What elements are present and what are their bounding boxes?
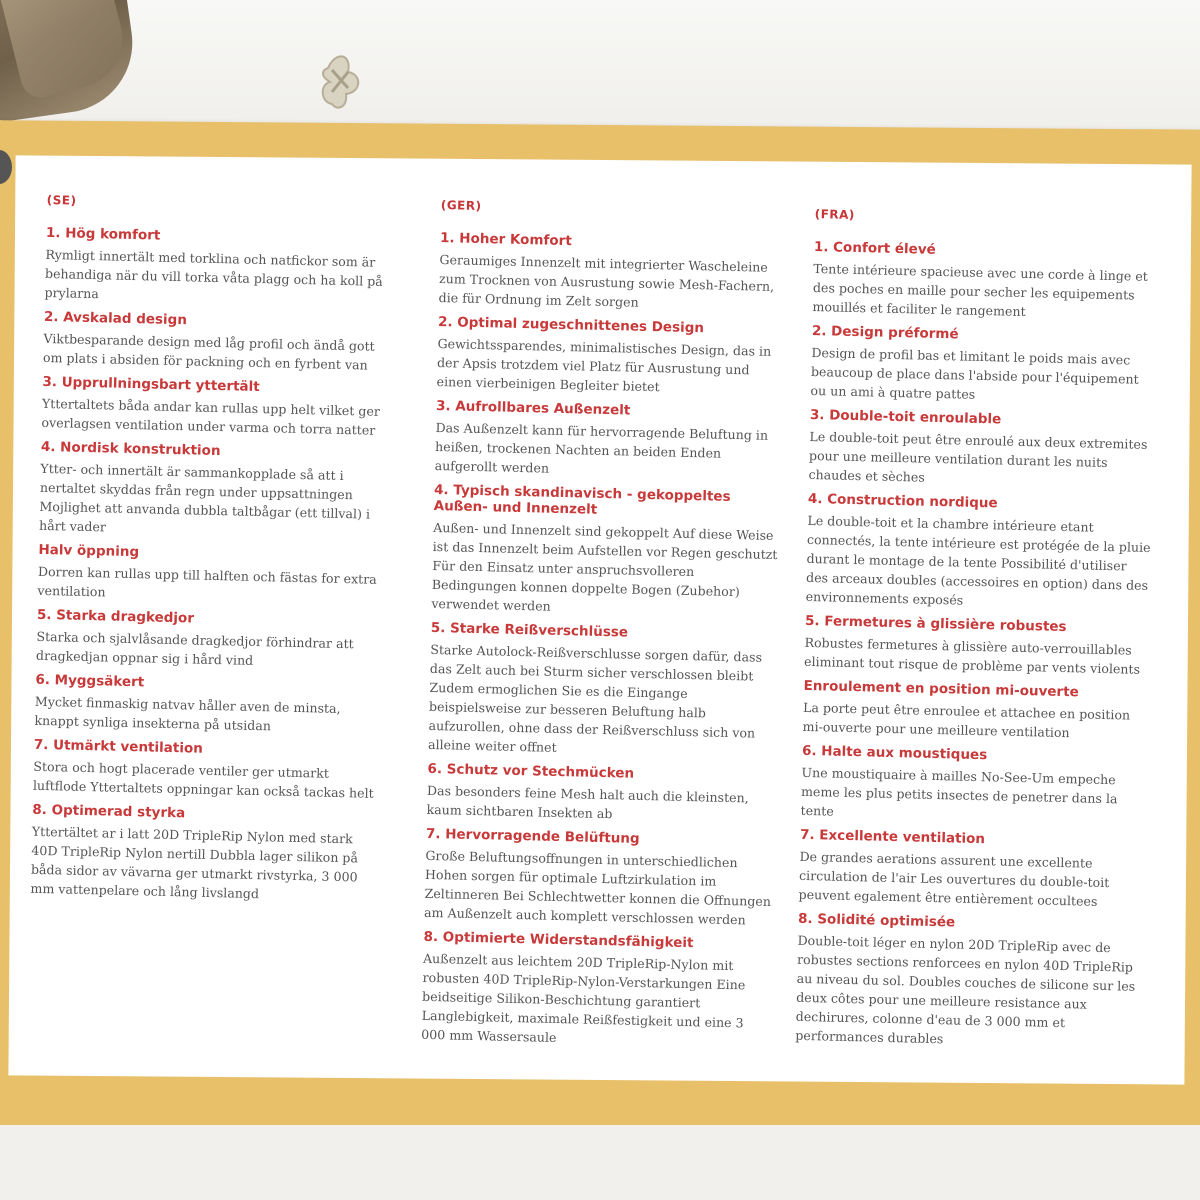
feature-section bbox=[438, 230, 790, 315]
feature-section bbox=[802, 678, 1149, 744]
feature-title: 1. Hoher Komfort bbox=[439, 230, 572, 250]
feature-section bbox=[30, 802, 382, 906]
background-bottom bbox=[0, 1125, 1200, 1200]
feature-title: Enroulement en position mi-ouverte bbox=[803, 677, 1079, 701]
feature-section bbox=[33, 737, 384, 803]
feature-title: 4. Construction nordique bbox=[807, 490, 998, 512]
feature-section bbox=[36, 607, 387, 673]
column-french bbox=[795, 207, 1161, 1053]
feature-section bbox=[37, 542, 388, 608]
feature-body: De grandes aerations assurent une excellente circulation de l'air Les ouvertures du double-toit peuvent egalement être entièrement occultees bbox=[798, 848, 1110, 909]
feature-body: Double-toit léger en nylon 20D TripleRip avec de robustes sections renforcees en nylon 40D TripleRip au niveau du sol. Doubles couches de silicone sur les deux côtes pour une meilleure resistance aux dechirures, colonne d'eau de 3 000 mm et performances durables bbox=[795, 932, 1136, 1047]
feature-body: Une moustiquaire à mailles No-See-Um empeche meme les plus petits insectes de penetrer dans la tente bbox=[800, 764, 1118, 819]
feature-section bbox=[800, 743, 1148, 828]
feature-body: Außenzelt aus leichtem 20D TripleRip-Nylon mit robusten 40D TripleRip-Nylon-Verstarkungen Eine beidseitige Silikon-Beschichtung garantiert Langlebigkeit, maximale Reißfestigkeit und eine 3 000 mm Wassersaule bbox=[421, 950, 746, 1045]
feature-section bbox=[804, 613, 1151, 679]
feature-title: 1. Hög komfort bbox=[45, 224, 161, 244]
column-swedish bbox=[30, 193, 397, 906]
feature-section bbox=[39, 439, 391, 543]
feature-title: 2. Design préformé bbox=[811, 322, 959, 343]
feature-title: 5. Starke Reißverschlüsse bbox=[430, 619, 629, 641]
feature-body: Das Außenzelt kann für hervorragende Beluftung in heißen, trockenen Nachten an beiden Enden aufgerollt werden bbox=[434, 419, 769, 476]
feature-body: Gewichtssparendes, minimalistisches Design, das in der Apsis trotzdem viel Platz für Ausrustung und einen vierbeinigen Begleiter bietet bbox=[436, 336, 772, 395]
feature-section bbox=[428, 620, 781, 762]
feature-body: Starke Autolock-Reißverschlusse sorgen dafür, dass das Zelt auch bei Sturm sicher verschlossen bleibt Zudem ermoglichen Sie es die Eingange beispielsweise zur besseren Beluftung halb aufzurollen, ohne dass der Reißverschluss sich von alleine weiter offnet bbox=[427, 641, 763, 755]
feature-body: Große Beluftungsoffnungen in unterschiedlichen Hohen sorgen für optimale Luftzirkulation im Zeltinneren Bei Schlechtwetter konnen die Offnungen am Außenzelt auch komplett verschlossen werden bbox=[423, 847, 772, 928]
feature-body: Außen- und Innenzelt sind gekoppelt Auf diese Weise ist das Innenzelt beim Aufstellen vor Regen geschutzt Für den Einsatz unter anspruchsvolleren Bedingungen konnen doppelte Bogen (Zubehor) verwendet werden bbox=[431, 519, 778, 614]
feature-title: 8. Solidité optimisée bbox=[797, 910, 956, 931]
feature-body: La porte peut être enroulee et attachee en position mi-ouverte pour une meilleure ventilation bbox=[802, 699, 1131, 741]
feature-title: 2. Optimal zugeschnittenes Design bbox=[437, 314, 705, 337]
feature-title: 5. Starka dragkedjor bbox=[36, 606, 195, 627]
feature-title: 7. Utmärkt ventilation bbox=[33, 736, 204, 757]
feature-title: 7. Hervorragende Belüftung bbox=[425, 825, 640, 847]
feature-body: Ytter- och innertält är sammankopplade så att i nertaltet skyddas från regn under uppsattningen Mojlighet att anvanda dubbla taltbågar (ett tillval) i hårt vader bbox=[38, 460, 371, 535]
feature-body: Rymligt innertält med torklina och natfickor som är behandiga när du vill torka våta plagg och ha koll på prylarna bbox=[44, 246, 383, 302]
feature-section bbox=[43, 309, 394, 375]
feature-section bbox=[798, 827, 1146, 912]
feature-body: Viktbesparande design med låg profil och ändå gott om plats i absiden för packning och en fyrbent van bbox=[42, 330, 375, 373]
feature-title: 5. Fermetures à glissière robustes bbox=[804, 612, 1067, 636]
feature-title: 7. Excellente ventilation bbox=[799, 826, 986, 848]
feature-title: 3. Aufrollbares Außenzelt bbox=[435, 397, 631, 419]
feature-title: 6. Schutz vor Stechmücken bbox=[427, 760, 635, 782]
feature-body: Le double-toit et la chambre intérieure etant connectés, la tente intérieure est protégée de la pluie durant le montage de la tente Possibilité d'utiliser des arceaux doubles (accessoires en option) dans des environnements exposés bbox=[805, 512, 1151, 608]
feature-section bbox=[436, 314, 788, 399]
feature-section bbox=[434, 398, 786, 483]
column-german bbox=[421, 198, 791, 1052]
feature-body: Geraumiges Innenzelt mit integrierter Wascheleine zum Trocknen von Ausrustung sowie Mesh-Fachern, die für Ordnung im Zelt sorgen bbox=[438, 252, 775, 310]
feature-section bbox=[431, 482, 784, 621]
feature-body: Das besonders feine Mesh halt auch die kleinsten, kaum sichtbaren Insekten ab bbox=[426, 782, 749, 822]
feature-body: Design de profil bas et limitant le poids mais avec beaucoup de place dans l'abside pour l'équipement ou un ami à quatre pattes bbox=[810, 344, 1139, 402]
feature-section bbox=[421, 929, 774, 1052]
feature-title: 1. Confort élevé bbox=[813, 239, 936, 258]
feature-title: 3. Double-toit enroulable bbox=[809, 406, 1002, 428]
language-label: (FRA) bbox=[814, 207, 856, 222]
feature-body: Yttertältet ar i latt 20D TripleRip Nylon med stark 40D TripleRip Nylon nertill Dubbla lager silikon på båda sidor av vävarna ger utmarkt rivstyrka, 3 000 mm vattenpelare och lång livslangd bbox=[30, 823, 359, 902]
feature-section bbox=[44, 225, 396, 310]
feature-body: Yttertaltets båda andar kan rullas upp helt vilket ger overlagsen ventilation under varma och torra natter bbox=[41, 395, 381, 438]
feature-section bbox=[795, 911, 1144, 1053]
feature-title: 6. Myggsäkert bbox=[35, 671, 145, 691]
feature-section bbox=[805, 491, 1154, 614]
cord-knot-image bbox=[318, 48, 366, 114]
feature-section bbox=[424, 826, 776, 930]
feature-body: Mycket finmaskig natvav håller aven de minsta, knappt synliga insekterna på utsidan bbox=[34, 693, 341, 734]
feature-title: 3. Upprullningsbart yttertält bbox=[42, 373, 260, 396]
feature-body: Stora och hogt placerade ventiler ger utmarkt luftflode Yttertaltets oppningar kan också tackas helt bbox=[32, 758, 374, 801]
language-label: (SE) bbox=[46, 192, 77, 208]
info-card bbox=[8, 155, 1191, 1084]
feature-body: Le double-toit peut être enroulé aux deux extremites pour une meilleure ventilation durant les nuits chaudes et sèches bbox=[808, 428, 1148, 485]
feature-body: Dorren kan rullas upp till halften och fästas for extra ventilation bbox=[37, 563, 377, 600]
feature-title: 8. Optimerad styrka bbox=[32, 801, 186, 822]
feature-section bbox=[812, 239, 1160, 324]
feature-title: 2. Avskalad design bbox=[43, 308, 188, 329]
feature-title: 6. Halte aux moustiques bbox=[801, 742, 988, 764]
feature-title: 4. Nordisk konstruktion bbox=[40, 438, 221, 460]
feature-section bbox=[808, 407, 1156, 492]
feature-section bbox=[41, 374, 392, 440]
feature-body: Tente intérieure spacieuse avec une corde à linge et des poches en maille pour secher les equipements mouillés et faciliter le rangement bbox=[812, 260, 1149, 320]
feature-title: 8. Optimierte Widerstandsfähigkeit bbox=[423, 928, 694, 952]
feature-section bbox=[34, 672, 385, 738]
feature-body: Robustes fermetures à glissière auto-verrouillables eliminant tout risque de problème par vents violents bbox=[803, 634, 1141, 677]
feature-section bbox=[810, 323, 1158, 408]
feature-title: 4. Typisch skandinavisch - gekoppeltes Außen- und Innenzelt bbox=[433, 481, 731, 518]
feature-title: Halv öppning bbox=[38, 541, 140, 561]
language-label: (GER) bbox=[440, 198, 482, 213]
feature-body: Starka och sjalvlåsande dragkedjor förhindrar att dragkedjan oppnar sig i hård vind bbox=[35, 628, 354, 668]
feature-section bbox=[426, 761, 777, 827]
